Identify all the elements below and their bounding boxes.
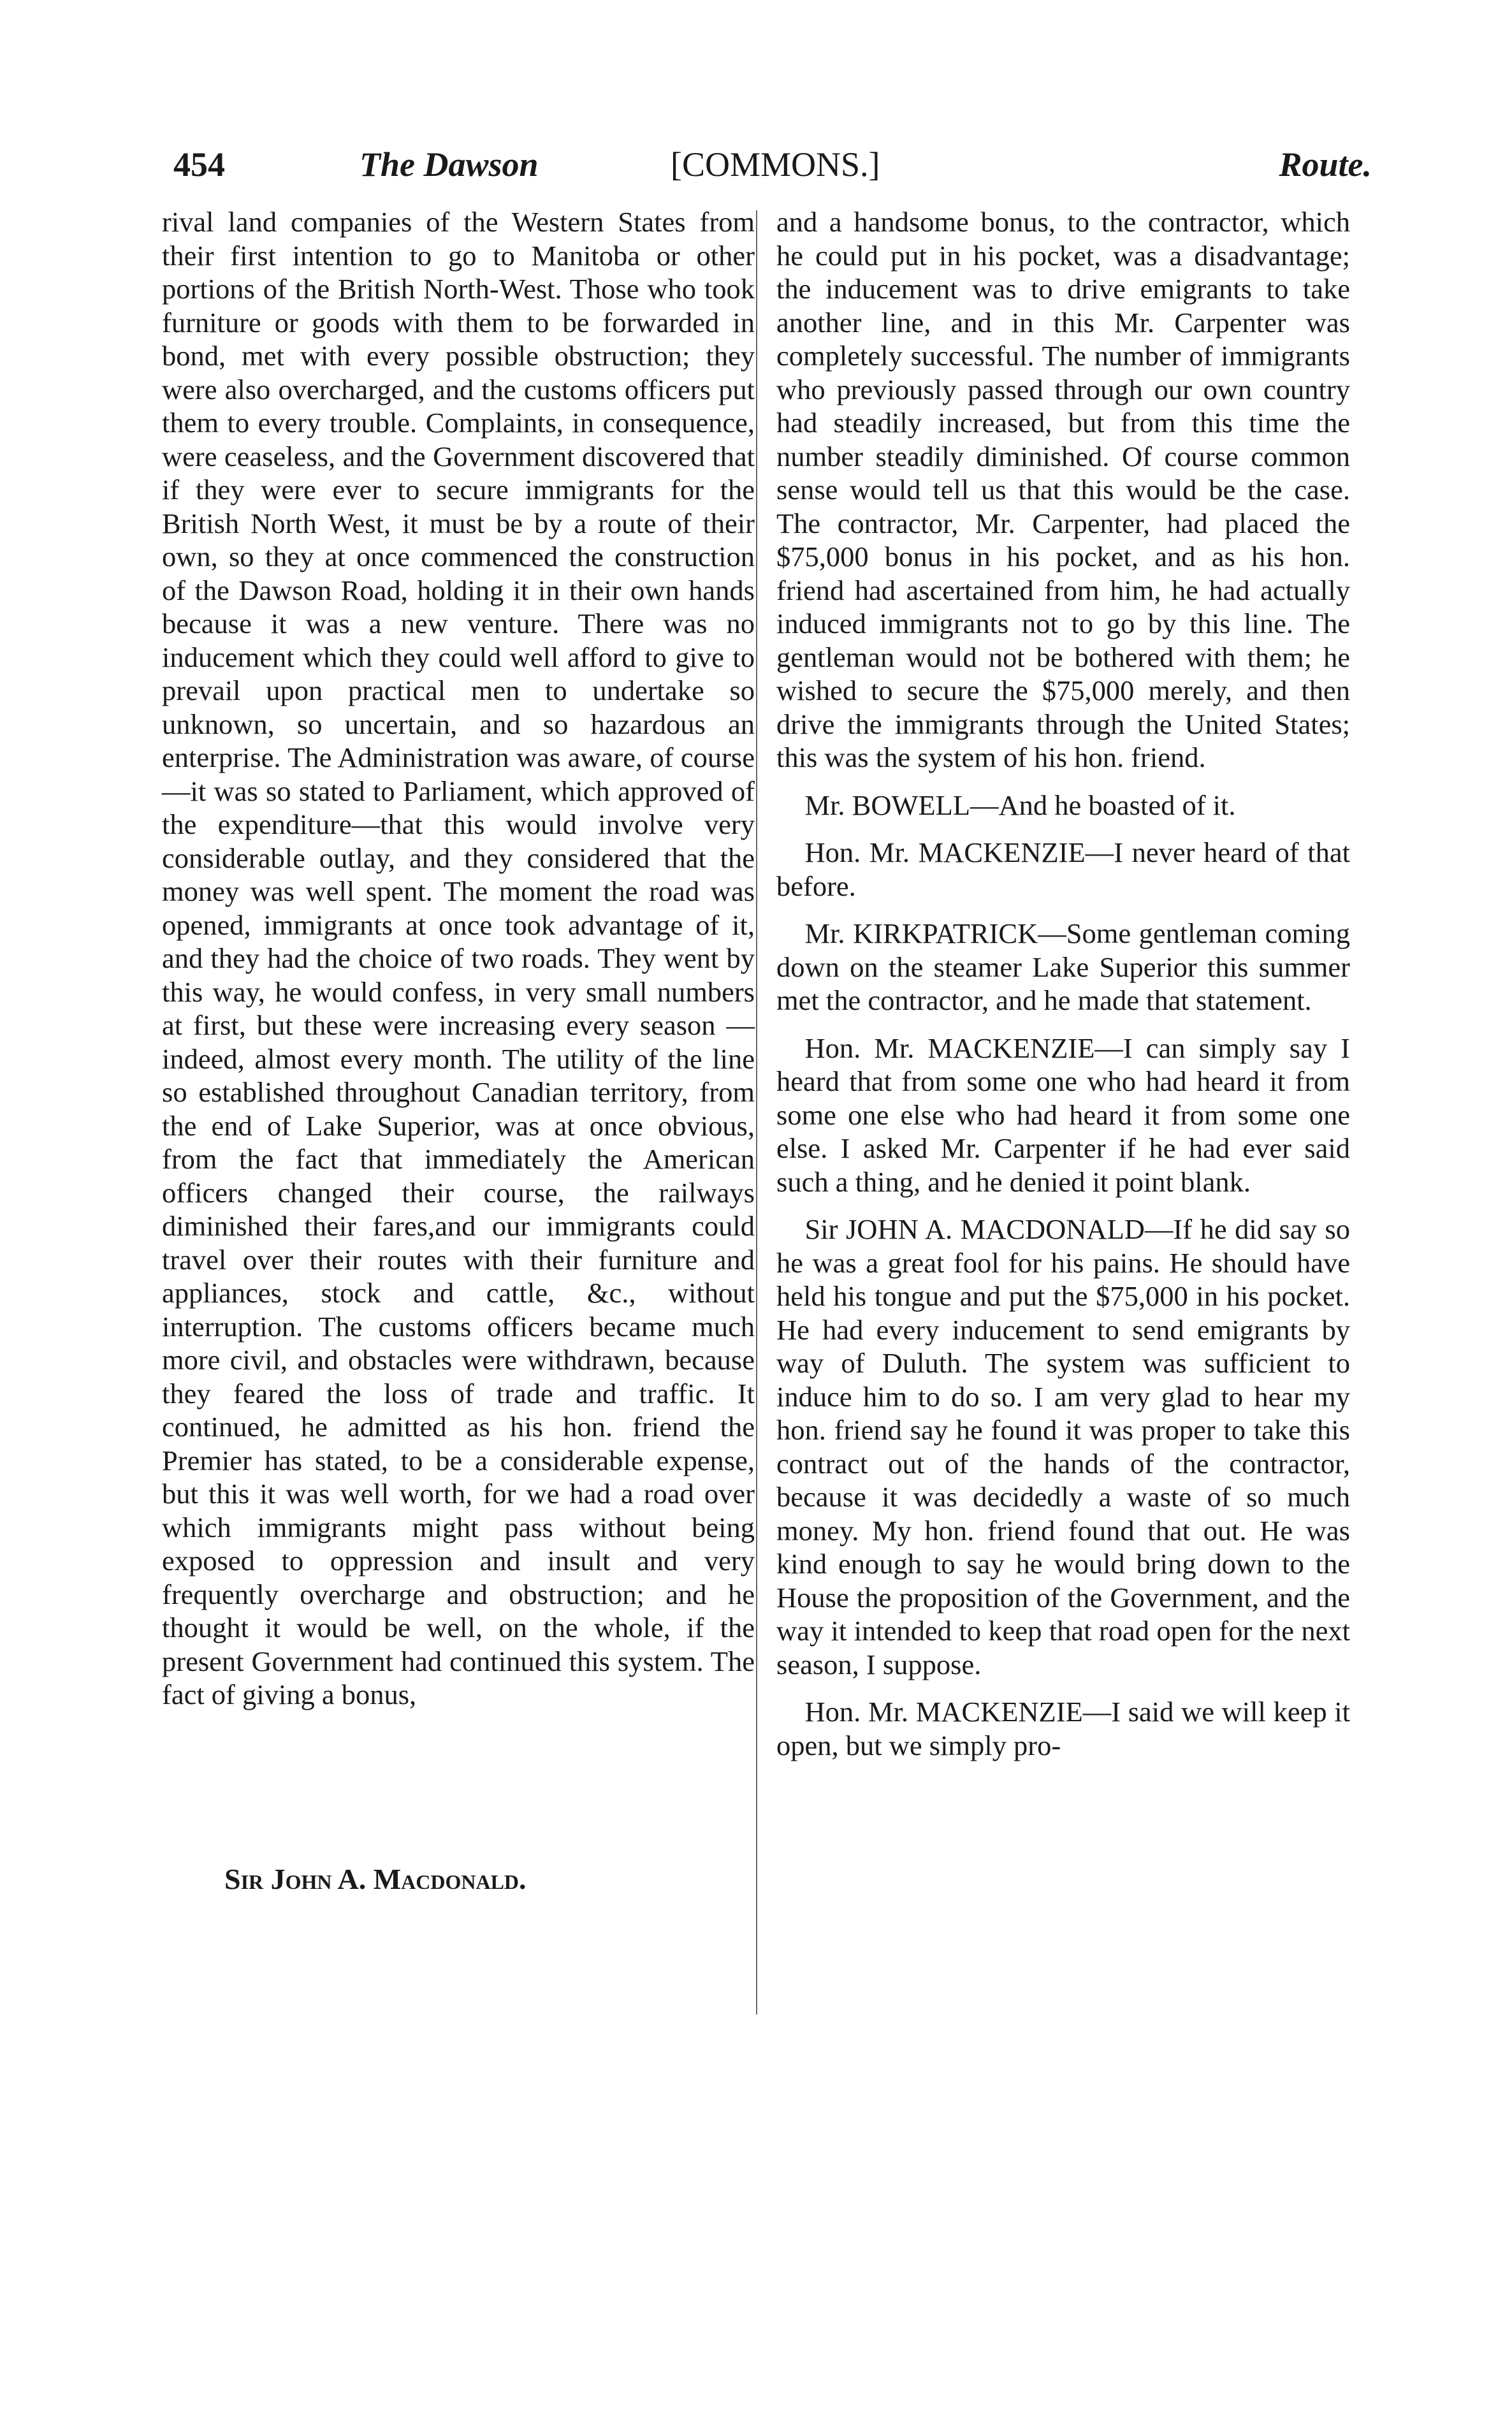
speech-mackenzie-3: Hon. Mr. MACKENZIE—I said we will keep it open, but we simply pro- (776, 1696, 1350, 1761)
speech-mackenzie-2: Hon. Mr. MACKENZIE—I can simply say I heard that from some one who had heard it from some one else who had heard it from some one else. I asked Mr. Carpenter if he had ever said such a thing, and he denied it point blank. (776, 1031, 1350, 1198)
catchword (224, 1861, 527, 1897)
left-column-text: rival land companies of the Western States from their first intention to go to Manitoba or other portions of the British North-West. Those who took furniture or goods with them to be forwarded in bond, met with every possible obstruction; they were also overcharged, and the customs officers put them to every trouble. Complaints, in consequence, were ceaseless, and the Government discovered that if they were ever to secure immigrants for the British North West, it must be by a route of their own, so they at once commenced the construction of the Dawson Road, holding it in their own hands because it was a new venture. There was no inducement which they could well afford to give to prevail upon practical men to undertake so unknown, so uncertain, and so hazardous an enterprise. The Administration was aware, of course—it was so stated to Parliament, which approved of the expenditure—that this would involve very considerable outlay, and they considered that the money was well spent. The moment the road was opened, immigrants at once took advantage of it, and they had the choice of two roads. They went by this way, he would confess, in very small numbers at first, but these were increasing every season —indeed, almost every month. The utility of the line so established throughout Canadian territory, from the end of Lake Superior, was at once obvious, from the fact that immediately the American officers changed their course, the railways diminished their fares,and our immigrants could travel over their routes with their furniture and appliances, stock and cattle, &c., without interruption. The customs officers became much more civil, and obstacles were withdrawn, because they feared the loss of trade and traffic. It continued, he admitted as his hon. friend the Premier has stated, to be a considerable expense, but this it was well worth, for we had a road over which immigrants might pass without being exposed to oppression and insult and very frequently overcharge and obstruction; and he thought it would be well, on the whole, if the present Government had continued this system. The fact of giving a bonus, (162, 206, 755, 1710)
page-number: 454 (173, 145, 225, 184)
right-column (776, 205, 1350, 1762)
speech-macdonald: Sir JOHN A. MACDONALD—If he did say so he was a great fool for his pains. He should have held his tongue and put the $75,000 in his pocket. He had every inducement to send emigrants by way of Duluth. The system was sufficient to induce him to do so. I am very glad to hear my hon. friend say he found it was proper to take this contract out of the hands of the contractor, because it was decidedly a waste of so much money. My hon. friend found that out. He was kind enough to say he would bring down to the House the proposition of the Government, and the way it intended to keep that road open for the next season, I suppose. (776, 1213, 1350, 1680)
speech-bowell: Mr. BOWELL—And he boasted of it. (804, 789, 1236, 821)
header-right-title: Route. (1279, 145, 1372, 184)
running-header (173, 139, 1372, 190)
speech-mackenzie-1: Hon. Mr. MACKENZIE—I never heard of that before. (776, 836, 1350, 902)
speech-kirkpatrick: Mr. KIRKPATRICK—Some gentleman coming down on the steamer Lake Superior this summer met the contractor, and he made that statement. (776, 917, 1350, 1016)
catchword-text: Sir John A. Macdonald. (224, 1863, 527, 1895)
header-left-title: The Dawson (360, 145, 539, 184)
header-chamber: [COMMONS.] (671, 145, 880, 184)
left-column (162, 205, 755, 1712)
column-divider (756, 210, 757, 2014)
right-paragraph-continuation: and a handsome bonus, to the contractor, which he could put in his pocket, was a disadvantage; the inducement was to drive emigrants to take another line, and in this Mr. Carpenter was completely successful. The number of immigrants who previously passed through our own country had steadily increased, but from this time the number steadily diminished. Of course common sense would tell us that this would be the case. The contractor, Mr. Carpenter, had placed the $75,000 bonus in his pocket, and as his hon. friend had ascertained from him, he had actually induced immigrants not to go by this line. The gentleman would not be bothered with them; he wished to secure the $75,000 merely, and then drive the immigrants through the United States; this was the system of his hon. friend. (776, 206, 1350, 773)
